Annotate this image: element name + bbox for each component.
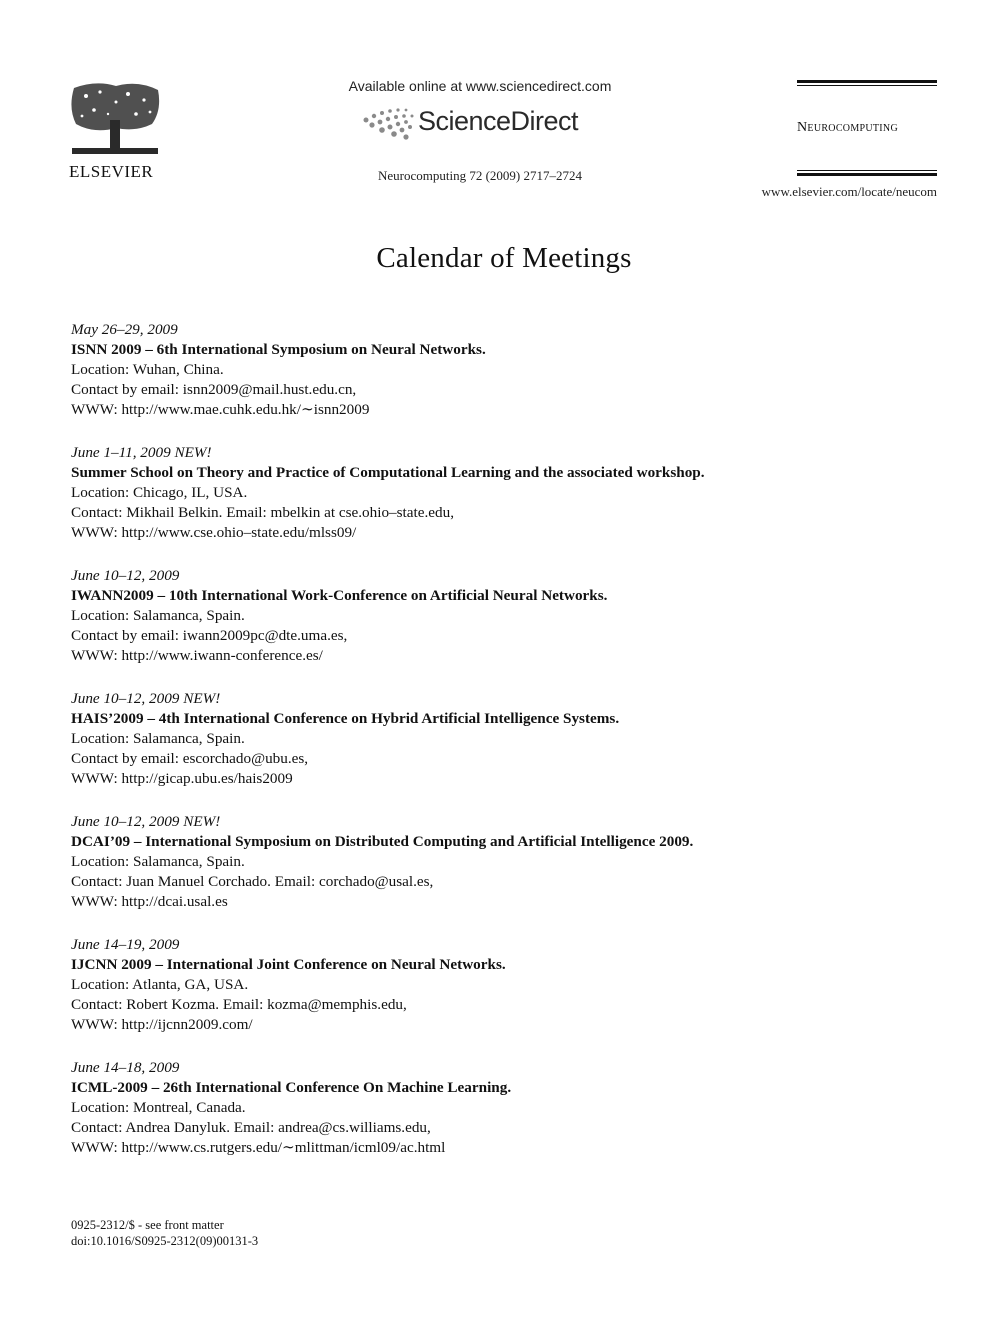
meeting-entry xyxy=(71,443,951,543)
meeting-list xyxy=(71,320,951,1181)
meeting-title: Summer School on Theory and Practice of Computational Learning and the associated workshop. xyxy=(71,464,705,481)
masthead-rule-top-thin xyxy=(797,85,937,86)
page-header xyxy=(0,0,992,210)
meeting-location: Location: Salamanca, Spain. xyxy=(71,607,245,624)
center-header xyxy=(300,78,660,184)
meeting-www[interactable]: WWW: http://www.mae.cuhk.edu.hk/∼isnn2009 xyxy=(71,401,370,418)
meeting-www[interactable]: WWW: http://gicap.ubu.es/hais2009 xyxy=(71,770,293,787)
meeting-date: June 10–12, 2009 NEW! xyxy=(71,690,221,707)
meeting-date: June 10–12, 2009 xyxy=(71,567,180,584)
doi-line[interactable]: doi:10.1016/S0925-2312(09)00131-3 xyxy=(71,1234,259,1248)
meeting-location: Location: Atlanta, GA, USA. xyxy=(71,976,249,993)
meeting-entry xyxy=(71,320,951,420)
meeting-title: IJCNN 2009 – International Joint Conference on Neural Networks. xyxy=(71,956,506,973)
issn-line: 0925-2312/$ - see front matter xyxy=(71,1218,224,1232)
meeting-contact: Contact: Andrea Danyluk. Email: andrea@cs.williams.edu, xyxy=(71,1119,431,1136)
meeting-title: IWANN2009 – 10th International Work-Conference on Artificial Neural Networks. xyxy=(71,587,608,604)
sciencedirect-dots-icon xyxy=(360,108,418,142)
meeting-title: DCAI’09 – International Symposium on Distributed Computing and Artificial Intelligence 2009. xyxy=(71,833,694,850)
sciencedirect-wordmark: ScienceDirect xyxy=(418,106,579,136)
meeting-title: HAIS’2009 – 4th International Conference on Hybrid Artificial Intelligence Systems. xyxy=(71,710,620,727)
meeting-contact: Contact by email: iwann2009pc@dte.uma.es, xyxy=(71,627,348,644)
available-online-text: Available online at www.sciencedirect.com xyxy=(348,78,612,94)
journal-masthead xyxy=(797,80,937,176)
meeting-location: Location: Wuhan, China. xyxy=(71,361,224,378)
meeting-www[interactable]: WWW: http://ijcnn2009.com/ xyxy=(71,1016,253,1033)
meeting-location: Location: Chicago, IL, USA. xyxy=(71,484,248,501)
journal-name: Neurocomputing xyxy=(797,120,898,135)
meeting-www[interactable]: WWW: http://www.cse.ohio–state.edu/mlss09/ xyxy=(71,524,357,541)
meeting-www[interactable]: WWW: http://www.iwann-conference.es/ xyxy=(71,647,323,664)
meeting-location: Location: Montreal, Canada. xyxy=(71,1099,246,1116)
meeting-date: May 26–29, 2009 xyxy=(71,321,178,338)
meeting-title: ISNN 2009 – 6th International Symposium on Neural Networks. xyxy=(71,341,486,358)
meeting-date: June 1–11, 2009 NEW! xyxy=(71,444,212,461)
meeting-www[interactable]: WWW: http://www.cs.rutgers.edu/∼mlittman/icml09/ac.html xyxy=(71,1139,446,1156)
meeting-entry xyxy=(71,935,951,1035)
meeting-date: June 10–12, 2009 NEW! xyxy=(71,813,221,830)
sciencedirect-logo xyxy=(360,104,600,146)
meeting-contact: Contact: Robert Kozma. Email: kozma@memphis.edu, xyxy=(71,996,407,1013)
meeting-entry xyxy=(71,1058,951,1158)
meeting-date: June 14–19, 2009 xyxy=(71,936,180,953)
elsevier-tree-icon xyxy=(66,80,166,160)
meeting-entry xyxy=(71,566,951,666)
meeting-contact: Contact: Mikhail Belkin. Email: mbelkin at cse.ohio–state.edu, xyxy=(71,504,454,521)
masthead-rule-bottom xyxy=(797,173,937,176)
page-footer xyxy=(71,1217,258,1249)
page-title: Calendar of Meetings xyxy=(376,242,632,274)
journal-url[interactable]: www.elsevier.com/locate/neucom xyxy=(761,184,937,199)
meeting-www[interactable]: WWW: http://dcai.usal.es xyxy=(71,893,228,910)
elsevier-wordmark: ELSEVIER xyxy=(69,162,154,181)
journal-citation: Neurocomputing 72 (2009) 2717–2724 xyxy=(377,168,582,183)
meeting-contact: Contact by email: isnn2009@mail.hust.edu.cn, xyxy=(71,381,357,398)
meeting-contact: Contact by email: escorchado@ubu.es, xyxy=(71,750,309,767)
meeting-entry xyxy=(71,812,951,912)
meeting-location: Location: Salamanca, Spain. xyxy=(71,730,245,747)
masthead-rule-bottom-thin xyxy=(797,170,937,171)
meeting-entry xyxy=(71,689,951,789)
meeting-location: Location: Salamanca, Spain. xyxy=(71,853,245,870)
meeting-contact: Contact: Juan Manuel Corchado. Email: corchado@usal.es, xyxy=(71,873,434,890)
meeting-date: June 14–18, 2009 xyxy=(71,1059,180,1076)
meeting-title: ICML-2009 – 26th International Conference On Machine Learning. xyxy=(71,1079,512,1096)
masthead-rule-top xyxy=(797,80,937,83)
